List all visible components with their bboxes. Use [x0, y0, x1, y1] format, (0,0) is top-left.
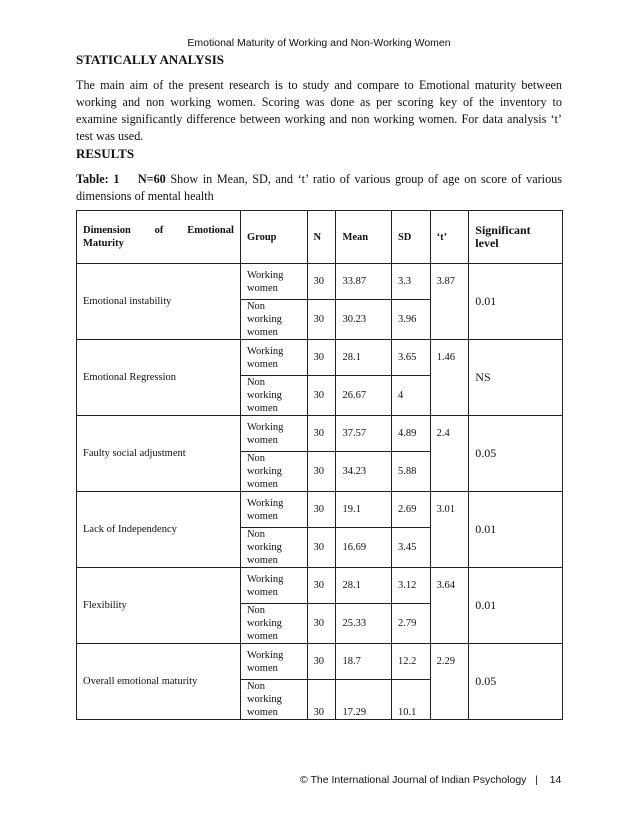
caption-n: N=60 [137, 172, 166, 186]
sd-cell: 10.1 [391, 680, 430, 720]
t-cell [430, 528, 469, 568]
mean-cell: 30.23 [336, 300, 391, 340]
header-sd: SD [391, 211, 430, 264]
header-group: Group [240, 211, 307, 264]
dimension-cell: Emotional instability [77, 264, 241, 340]
mean-cell: 33.87 [336, 264, 391, 300]
header-t: ‘t’ [430, 211, 469, 264]
mean-cell: 18.7 [336, 644, 391, 680]
mean-cell: 17.29 [336, 680, 391, 720]
group-cell: Working women [240, 644, 307, 680]
t-cell [430, 376, 469, 416]
sd-cell: 3.65 [391, 340, 430, 376]
significance-cell: 0.05 [469, 416, 563, 492]
n-cell: 30 [307, 528, 336, 568]
mean-cell: 34.23 [336, 452, 391, 492]
analysis-paragraph: The main aim of the present research is to study and compare to Emotional maturity between working and non working women. Scoring was done as per scoring key of the inventory to examine significantly difference between working and non working women. For data analysis ‘t’ test was used. [76, 78, 562, 143]
significance-cell: 0.01 [469, 492, 563, 568]
sd-cell: 4 [391, 376, 430, 416]
sd-cell: 4.89 [391, 416, 430, 452]
n-cell: 30 [307, 644, 336, 680]
footer-separator: | [535, 774, 538, 786]
significance-cell: NS [469, 340, 563, 416]
sd-cell: 2.69 [391, 492, 430, 528]
significance-cell: 0.01 [469, 568, 563, 644]
mean-cell: 16.69 [336, 528, 391, 568]
group-cell: Non working women [240, 452, 307, 492]
dimension-cell: Emotional Regression [77, 340, 241, 416]
group-cell: Working women [240, 416, 307, 452]
t-cell: 1.46 [430, 340, 469, 376]
mean-cell: 19.1 [336, 492, 391, 528]
dimension-cell: Lack of Independency [77, 492, 241, 568]
table-row [77, 416, 563, 452]
group-cell: Working women [240, 568, 307, 604]
sd-cell: 3.45 [391, 528, 430, 568]
group-cell: Non working women [240, 300, 307, 340]
dimension-cell: Faulty social adjustment [77, 416, 241, 492]
n-cell: 30 [307, 604, 336, 644]
page-footer [300, 774, 561, 786]
table-row [77, 264, 563, 300]
mean-cell: 26.67 [336, 376, 391, 416]
group-cell: Working women [240, 340, 307, 376]
group-cell: Working women [240, 492, 307, 528]
mean-cell: 28.1 [336, 568, 391, 604]
n-cell: 30 [307, 680, 336, 720]
n-cell: 30 [307, 376, 336, 416]
header-significant: Significant level [469, 211, 563, 264]
group-cell: Non working women [240, 604, 307, 644]
significance-cell: 0.05 [469, 644, 563, 720]
t-cell [430, 300, 469, 340]
table-row [77, 644, 563, 680]
t-cell [430, 680, 469, 720]
significance-cell: 0.01 [469, 264, 563, 340]
n-cell: 30 [307, 416, 336, 452]
n-cell: 30 [307, 264, 336, 300]
footer-page-number: 14 [549, 774, 562, 786]
mean-cell: 28.1 [336, 340, 391, 376]
sd-cell: 2.79 [391, 604, 430, 644]
group-cell: Working women [240, 264, 307, 300]
t-cell: 2.4 [430, 416, 469, 452]
sd-cell: 5.88 [391, 452, 430, 492]
footer-journal: © The International Journal of Indian Psychology [300, 774, 527, 786]
caption-text: Show in Mean, SD, and ‘t’ ratio of various group of age on score of various dimensions of mental health [76, 172, 562, 203]
t-cell [430, 604, 469, 644]
header-n: N [307, 211, 336, 264]
running-header: Emotional Maturity of Working and Non-Working Women [187, 37, 451, 49]
n-cell: 30 [307, 568, 336, 604]
n-cell: 30 [307, 492, 336, 528]
t-cell: 2.29 [430, 644, 469, 680]
group-cell: Non working women [240, 528, 307, 568]
t-cell: 3.01 [430, 492, 469, 528]
header-mean: Mean [336, 211, 391, 264]
t-cell [430, 452, 469, 492]
n-cell: 30 [307, 300, 336, 340]
sd-cell: 3.12 [391, 568, 430, 604]
group-cell: Non working women [240, 376, 307, 416]
t-cell: 3.87 [430, 264, 469, 300]
dimension-cell: Overall emotional maturity [77, 644, 241, 720]
sd-cell: 3.96 [391, 300, 430, 340]
table-caption [76, 171, 562, 205]
analysis-heading: STATICALLY ANALYSIS [76, 52, 225, 67]
results-heading: RESULTS [76, 146, 135, 161]
sd-cell: 12.2 [391, 644, 430, 680]
table-row [77, 568, 563, 604]
table-row [77, 340, 563, 376]
mean-cell: 25.33 [336, 604, 391, 644]
header-dimension: Dimension of Emotional Maturity [77, 211, 241, 264]
n-cell: 30 [307, 340, 336, 376]
table-row [77, 492, 563, 528]
sd-cell: 3.3 [391, 264, 430, 300]
table-header-row [77, 211, 563, 264]
dimension-cell: Flexibility [77, 568, 241, 644]
t-cell: 3.64 [430, 568, 469, 604]
results-table [76, 210, 563, 720]
n-cell: 30 [307, 452, 336, 492]
caption-label: Table: 1 [76, 172, 120, 186]
mean-cell: 37.57 [336, 416, 391, 452]
group-cell: Non working women [240, 680, 307, 720]
